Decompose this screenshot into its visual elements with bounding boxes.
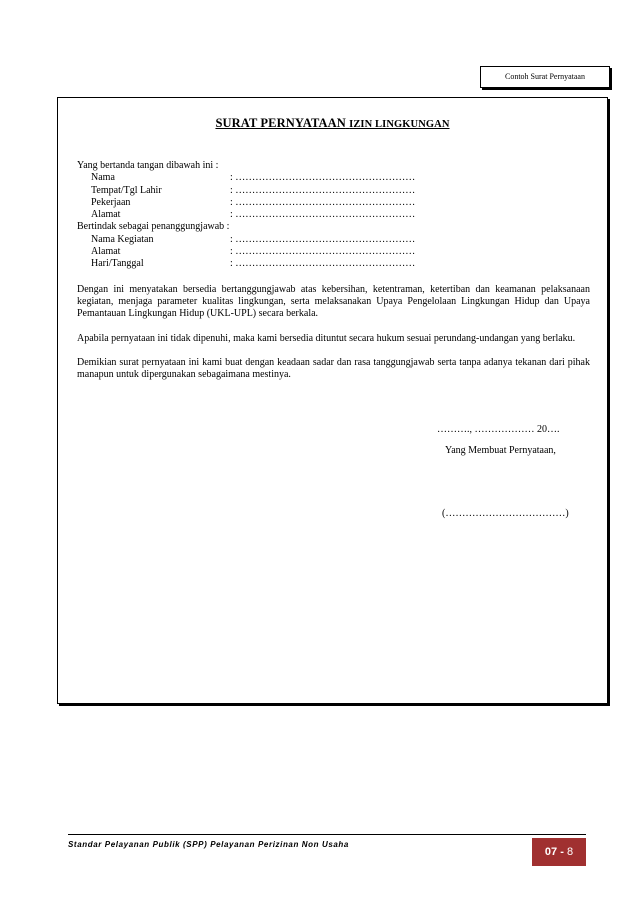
statement-paragraph: Dengan ini menyatakan bersedia bertanggungjawab atas kebersihan, ketentraman, ketertiban dan keamanan pelaksanaan kegiatan, menjaga parameter kualitas lingkungan, serta melaksanakan Upaya Pengelolaan Lingkungan Hidup dan Upaya Pemantauan Lingkungan Hidup (UKL-UPL) secara berkala. <box>77 283 590 320</box>
responsible-intro: Bertindak sebagai penanggungjawab : <box>77 221 230 233</box>
field-value: : ……………………………………………… <box>230 246 416 258</box>
field-row <box>77 185 590 197</box>
consequence-paragraph: Apabila pernyataan ini tidak dipenuhi, maka kami bersedia dituntut secara hukum sesuai perundang-undangan yang berlaku. <box>77 332 576 344</box>
page-section: 07 - <box>544 846 564 858</box>
document-title <box>58 116 607 131</box>
field-label: Alamat <box>91 209 121 221</box>
field-row <box>77 209 590 221</box>
field-label: Pekerjaan <box>91 196 131 208</box>
field-value: : ……………………………………………… <box>230 172 416 184</box>
field-label: Nama <box>91 172 115 184</box>
signer-label: Yang Membuat Pernyataan, <box>445 445 556 456</box>
field-label: Nama Kegiatan <box>91 233 154 245</box>
field-row <box>77 197 590 209</box>
intro-line: Yang bertanda tangan dibawah ini : <box>77 160 219 171</box>
field-value: : ……………………………………………… <box>230 233 416 245</box>
document-content <box>77 160 590 381</box>
field-row <box>77 258 590 270</box>
date-line: ………., ……………… 20…. <box>437 424 560 435</box>
title-suffix: IZIN LINGKUNGAN <box>349 119 450 130</box>
field-row <box>77 246 590 258</box>
document-frame <box>57 97 608 704</box>
document-tag: Contoh Surat Pernyataan <box>480 66 610 88</box>
identity-fields <box>77 172 590 221</box>
field-label: Hari/Tanggal <box>91 258 144 270</box>
title-main: SURAT PERNYATAAN <box>215 116 346 130</box>
closing-paragraph: Demikian surat pernyataan ini kami buat dengan keadaan sadar dan rasa tanggungjawab serta tanpa adanya tekanan dari pihak manapun untuk dipergunakan sebagaimana mestinya. <box>77 356 590 381</box>
field-row <box>77 234 590 246</box>
field-value: : ……………………………………………… <box>230 258 416 270</box>
page-number-badge <box>532 838 586 866</box>
field-label: Alamat <box>91 246 121 258</box>
field-row <box>77 172 590 184</box>
activity-fields <box>77 234 590 271</box>
footer-divider <box>68 834 586 835</box>
field-value: : ……………………………………………… <box>230 196 416 208</box>
signature-line: (………………………………) <box>442 508 569 519</box>
field-value: : ……………………………………………… <box>230 209 416 221</box>
field-value: : ……………………………………………… <box>230 184 416 196</box>
footer-text: Standar Pelayanan Publik (SPP) Pelayanan Perizinan Non Usaha <box>68 840 349 849</box>
page-number: 8 <box>566 846 574 858</box>
field-label: Tempat/Tgl Lahir <box>91 184 162 196</box>
